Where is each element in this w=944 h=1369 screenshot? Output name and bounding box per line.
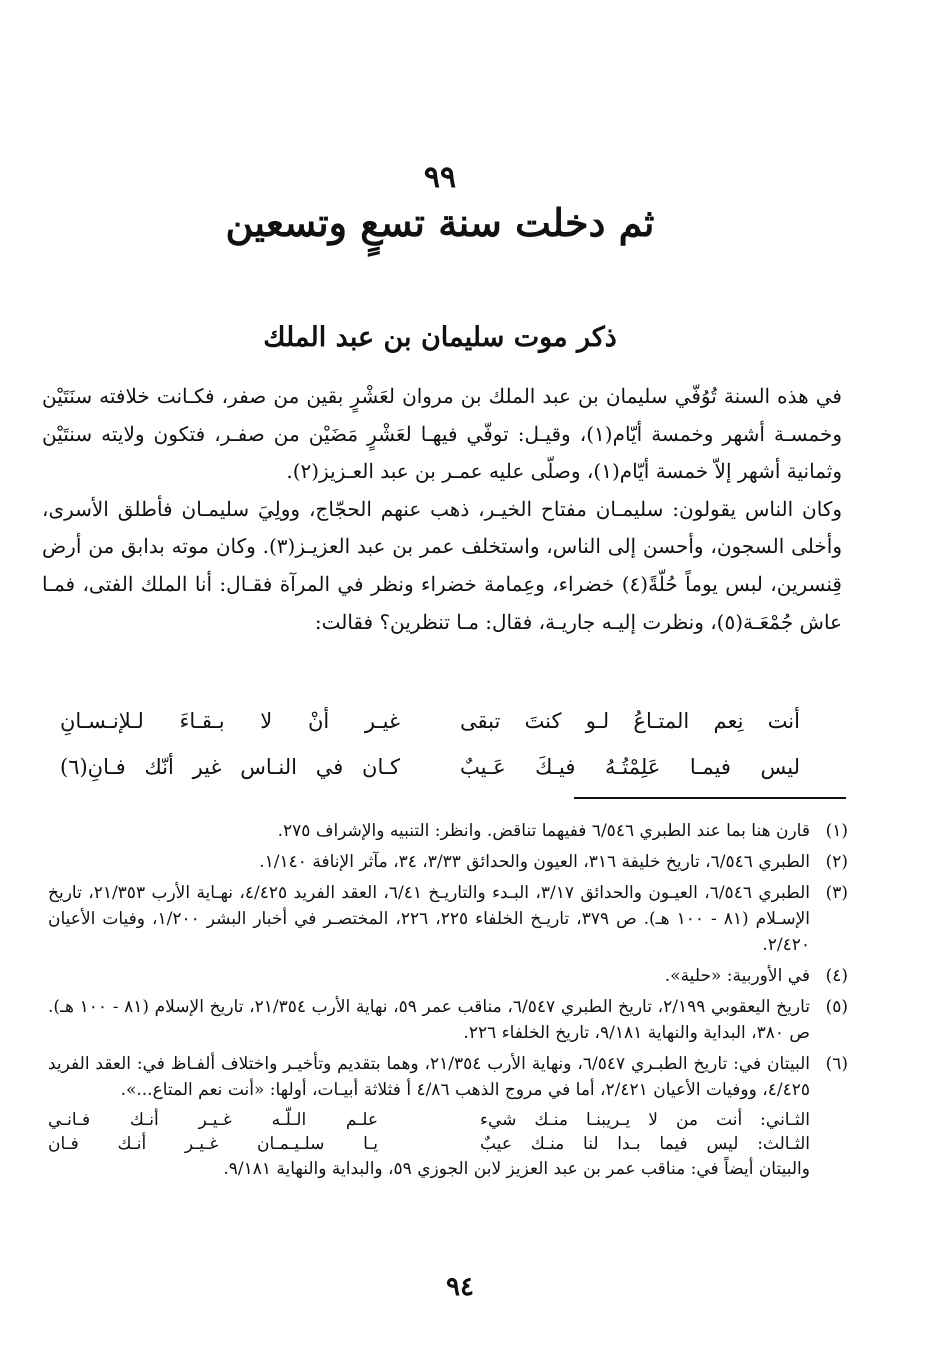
footnote-text: في الأوربية: «حلية».	[664, 966, 810, 986]
footnote-text: الطبري ٦/٥٤٦، العيـون والحدائق ٣/١٧، البـدء والتاريـخ ٦/٤١، العقد الفريد ٤/٤٢٥، نهـاية الأرب ٢١/٣٥٣، تاريخ الإسـلام (٨١ - ١٠٠ هـ). ص ٣٧٩، تاريـخ الخلفاء ٢٢٥، ٢٢٦، المختصـر في أخبار البشر ١/٢٠٠، وفيات الأعيان ٢/٤٢٠.	[48, 883, 810, 955]
paragraph-2: وكان الناس يقولون: سليمـان مفتاح الخيـر، ذهب عنهم الحجّاج، وولِيَ سليمـان فأطلق الأسرى، وأخلى السجون، وأحسن إلى الناس، واستخلف عمر بن عبد العزيـز(٣). وكان موته بدابق من أرض قِنسرين، لبس يوماً حُلّةً(٤) خضراء، وعِمامة خضراء ونظر في المرآة فقـال: أنا الملك الفتى، فمـا عاش جُمْعَـة(٥)، ونظرت إليـه جاريـة، فقال: مـا تنظرين؟ فقالت:	[42, 496, 842, 634]
footnote-poem-verse-2-first: الثـالث: ليس فيما بـدا لنا منـك عيبٌ	[480, 1134, 810, 1154]
footnote-number: (٣)	[825, 883, 848, 903]
footnote-text: قارن هنا بما عند الطبري ٦/٥٤٦ ففيهما تناقض. وانظر: التنبيه والإشراف ٢٧٥.	[277, 821, 810, 841]
poem	[60, 698, 800, 790]
footnote-poem-verse-1	[48, 1108, 810, 1132]
paragraph-1: في هذه السنة تُوُفّي سليمان بن عبد الملك بن مروان لعَشْرٍ بقين من صفر، فكـانت خلافته سنَتَيْن وخمسـة أشهر وخمسة أيّام(١)، وقيـل: توفّي فيهـا لعَشْرٍ مَضَيْن من صفـر، فتكون ولايته سنتَيْن وثمانية أشهر إلاّ خمسة أيّام(١)، وصلّى عليه عمـر بن عبد العـزيز(٢).	[42, 384, 843, 484]
footnote-number: (٦)	[825, 1054, 848, 1074]
poem-verse-1-first-hemistich: أنت نِعم المتـاعُ لـو كنتَ تبقى	[460, 709, 800, 733]
poem-verse-1	[60, 698, 800, 744]
footnote-text: الطبري ٦/٥٤٦، تاريخ خليفة ٣١٦، العيون والحدائق ٣/٣٣، ٣٤، مآثر الإنافة ١/١٤٠.	[259, 852, 810, 872]
poem-verse-2-second-hemistich: كـان في النـاس غير أنّك فـانِ(٦)	[60, 755, 400, 779]
footnote-5	[48, 994, 848, 1046]
footnote-4	[48, 963, 848, 989]
poem-verse-1-second-hemistich: غيـر أنْ لا بـقـاءَ لـلإنـسـانِ	[60, 709, 400, 733]
chapter-title: ثم دخلت سنة تسعٍ وتسعين	[225, 200, 655, 245]
footnote-poem-verse-1-first: الثـاني: أنت من لا يـريبنـا منـك شيء	[480, 1110, 810, 1130]
footnote-indent	[810, 1156, 848, 1182]
main-text	[42, 378, 842, 641]
footnote-poem	[48, 1108, 810, 1156]
footnote-poem-verse-1-second: علـم الـلّـه غـيـر أنـك فـانـي	[48, 1110, 378, 1130]
footnote-6	[48, 1051, 848, 1103]
footnote-closing-text: والبيتان أيضاً في: مناقب عمر بن عبد العزيز لابن الجوزي ٥٩، والبداية والنهاية ٩/١٨١.	[223, 1159, 810, 1179]
footnote-closing	[48, 1156, 848, 1182]
footnote-text: تاريخ اليعقوبي ٢/١٩٩، تاريخ الطبري ٦/٥٤٧، مناقب عمر ٥٩، نهاية الأرب ٢١/٣٥٤، تاريخ الإسلام (٨١ - ١٠٠ هـ). ص ٣٨٠، البداية والنهاية ٩/١٨١، تاريخ الخلفاء ٢٢٦.	[48, 997, 810, 1043]
footnotes	[48, 818, 848, 1187]
footnote-poem-verse-2-second: يـا سلـيـمـان غـيـر أنـك فـان	[48, 1134, 378, 1154]
poem-verse-2	[60, 744, 800, 790]
footnote-1	[48, 818, 848, 844]
footnote-number: (٤)	[825, 966, 848, 986]
footnote-number: (٥)	[825, 997, 848, 1017]
footnote-number: (٢)	[825, 852, 848, 872]
poem-verse-2-first-hemistich: ليس فيمـا عَلِمْتُـهُ فيـكَ عَـيبٌ	[460, 755, 800, 779]
footnote-number: (١)	[825, 821, 848, 841]
year-number: ٩٩	[423, 160, 457, 195]
footnote-poem-verse-2	[48, 1132, 810, 1156]
footnote-separator	[574, 797, 846, 799]
footnote-3	[48, 880, 848, 958]
footnote-text: البيتان في: تاريخ الطبـري ٦/٥٤٧، ونهاية الأرب ٢١/٣٥٤، وهما بتقديم وتأخيـر واختلاف ألفـاظ في: العقد الفريد ٤/٤٢٥، ووفيات الأعيان ٢/٤٢١، أما في مروج الذهب ٤/٨٦ أ فثلاثة أبيـات، أولها: «أنت نعم المتاع...».	[48, 1054, 810, 1100]
page-number: ٩٤	[446, 1272, 474, 1302]
footnote-2	[48, 849, 848, 875]
section-heading: ذكر موت سليمان بن عبد الملك	[263, 322, 617, 353]
